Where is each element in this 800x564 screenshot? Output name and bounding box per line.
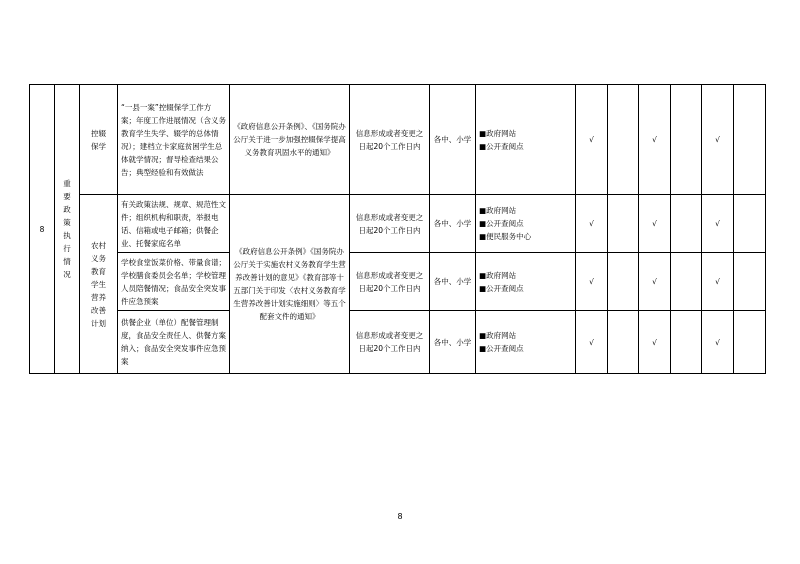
mark-cell bbox=[608, 195, 639, 253]
mark-cell bbox=[671, 195, 702, 253]
item-label bbox=[80, 85, 118, 195]
mark-cell: √ bbox=[639, 253, 671, 311]
item-text: 农村义务教育学生营养改善计划 bbox=[91, 240, 106, 328]
mark-cell bbox=[734, 253, 766, 311]
location-cell bbox=[476, 253, 576, 311]
location-cell bbox=[476, 85, 576, 195]
mark-cell: √ bbox=[576, 311, 608, 374]
mark-cell: √ bbox=[639, 195, 671, 253]
location-cell bbox=[476, 311, 576, 374]
location-item: ■公开查阅点 bbox=[479, 283, 524, 293]
location-cell bbox=[476, 195, 576, 253]
mark-cell bbox=[608, 311, 639, 374]
item-label bbox=[80, 195, 118, 374]
location-item: ■政府网站 bbox=[479, 206, 517, 215]
location-item: ■便民服务中心 bbox=[479, 232, 532, 241]
mark-cell: √ bbox=[639, 85, 671, 195]
level-cell: 各中、小学 bbox=[430, 85, 476, 195]
time-limit-cell: 信息形成或者变更之日起20个工作日内 bbox=[350, 253, 430, 311]
table-row bbox=[30, 195, 766, 253]
location-item: ■政府网站 bbox=[479, 331, 517, 340]
mark-cell: √ bbox=[702, 85, 734, 195]
mark-cell bbox=[734, 195, 766, 253]
location-item: ■公开查阅点 bbox=[479, 219, 524, 228]
location-item: ■政府网站 bbox=[479, 128, 517, 138]
table-row bbox=[30, 85, 766, 195]
time-limit-cell: 信息形成或者变更之日起20个工作日内 bbox=[350, 85, 430, 195]
basis-cell: 《政府信息公开条例》《国务院办公厅关于实施农村义务教育学生营养改善计划的意见》《教育部等十五部门关于印发〈农村义务教育学生营养改善计划实施细则〉等五个配套文件的通知》 bbox=[230, 195, 350, 374]
mark-cell bbox=[671, 253, 702, 311]
time-limit-cell: 信息形成或者变更之日起20个工作日内 bbox=[350, 311, 430, 374]
mark-cell bbox=[671, 85, 702, 195]
mark-cell: √ bbox=[576, 195, 608, 253]
mark-cell: √ bbox=[702, 311, 734, 374]
level-cell: 各中、小学 bbox=[430, 195, 476, 253]
mark-cell bbox=[608, 85, 639, 195]
basis-cell: 《政府信息公开条例》、《国务院办公厅关于进一步加强控辍保学提高义务教育巩固水平的通知》 bbox=[230, 85, 350, 195]
location-item: ■公开查阅点 bbox=[479, 141, 524, 151]
location-item: ■政府网站 bbox=[479, 270, 517, 280]
mark-cell bbox=[608, 253, 639, 311]
table-row bbox=[30, 253, 766, 311]
mark-cell: √ bbox=[576, 253, 608, 311]
content-cell: 供餐企业（单位）配餐管理制度，食品安全责任人、供餐方案纳入；食品安全突发事件应急预案 bbox=[118, 311, 230, 374]
content-cell: “一县一案”控辍保学工作方案；年度工作进展情况（含义务教育学生失学、辍学的总体情况）；建档立卡家庭贫困学生总体就学情况；督导检查结果公告；典型经验和有效做法 bbox=[118, 85, 230, 195]
category-text: 重要政策执行情况 bbox=[63, 179, 71, 279]
level-cell: 各中、小学 bbox=[430, 311, 476, 374]
location-item: ■公开查阅点 bbox=[479, 344, 524, 353]
mark-cell: √ bbox=[639, 311, 671, 374]
mark-cell: √ bbox=[702, 253, 734, 311]
disclosure-table bbox=[29, 84, 766, 374]
mark-cell bbox=[734, 85, 766, 195]
mark-cell bbox=[671, 311, 702, 374]
content-cell: 有关政策法规、规章、规范性文件；组织机构和职责，举报电话、信箱或电子邮箱；供餐企业、托餐家庭名单 bbox=[118, 195, 230, 253]
time-limit-cell: 信息形成或者变更之日起20个工作日内 bbox=[350, 195, 430, 253]
row-number: 8 bbox=[30, 85, 55, 374]
item-text: 控辍保学 bbox=[91, 128, 106, 151]
page-number: 8 bbox=[397, 512, 403, 521]
level-cell: 各中、小学 bbox=[430, 253, 476, 311]
table-row bbox=[30, 311, 766, 374]
mark-cell: √ bbox=[702, 195, 734, 253]
content-cell: 学校食堂饭菜价格、带量食谱；学校膳食委员会名单；学校管理人员陪餐情况；食品安全突发事件应急预案 bbox=[118, 253, 230, 311]
mark-cell bbox=[734, 311, 766, 374]
mark-cell: √ bbox=[576, 85, 608, 195]
category-label bbox=[55, 85, 80, 374]
